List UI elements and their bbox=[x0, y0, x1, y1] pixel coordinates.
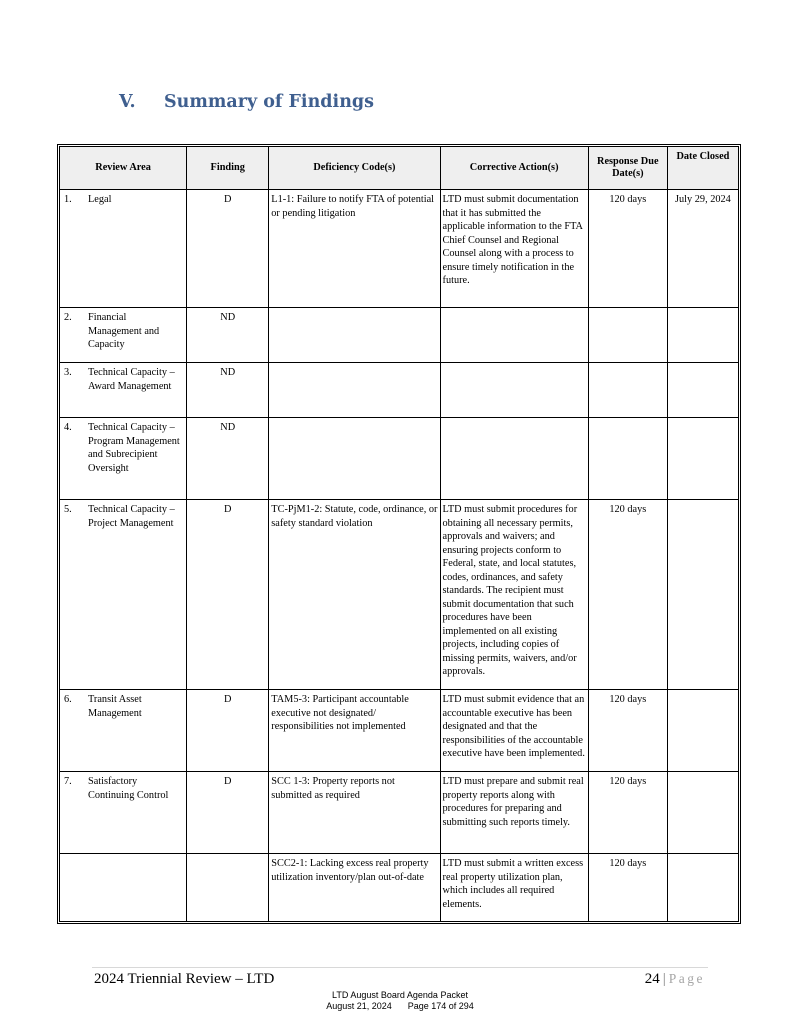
packet-stamp bbox=[0, 990, 800, 1012]
deficiency-code-cell: TAM5-3: Participant accountable executive not designated/ responsibilities not implemented bbox=[269, 690, 440, 772]
corrective-action-cell bbox=[440, 418, 588, 500]
footer-page-number: 24 bbox=[644, 971, 660, 987]
review-area: Technical Capacity – Project Management bbox=[88, 504, 175, 529]
table-row bbox=[60, 500, 739, 690]
deficiency-code-cell: L1-1: Failure to notify FTA of potential or pending litigation bbox=[269, 190, 440, 308]
row-number: 2. bbox=[64, 312, 72, 323]
review-area-cell bbox=[60, 854, 187, 922]
packet-page: Page 174 of 294 bbox=[407, 1001, 474, 1011]
header-corrective-actions: Corrective Action(s) bbox=[440, 147, 588, 190]
packet-meta bbox=[0, 1001, 800, 1012]
review-area: Financial Management and Capacity bbox=[88, 312, 160, 350]
review-area-cell bbox=[60, 190, 187, 308]
table-row bbox=[60, 772, 739, 854]
review-area-cell bbox=[60, 690, 187, 772]
table-row bbox=[60, 190, 739, 308]
finding-cell: ND bbox=[187, 363, 269, 418]
header-response-due: Response Due Date(s) bbox=[588, 147, 667, 190]
review-area-cell bbox=[60, 363, 187, 418]
finding-cell: D bbox=[187, 500, 269, 690]
table-row bbox=[60, 854, 739, 922]
deficiency-code-cell: TC-PjM1-2: Statute, code, ordinance, or safety standard violation bbox=[269, 500, 440, 690]
section-heading bbox=[119, 92, 374, 112]
date-closed-cell: July 29, 2024 bbox=[667, 190, 738, 308]
corrective-action-cell: LTD must submit a written excess real property utilization plan, which includes all required elements. bbox=[440, 854, 588, 922]
findings-table bbox=[59, 146, 739, 922]
response-due-cell bbox=[588, 418, 667, 500]
response-due-cell: 120 days bbox=[588, 854, 667, 922]
deficiency-code-cell bbox=[269, 363, 440, 418]
table-row bbox=[60, 308, 739, 363]
deficiency-code-cell: SCC 1-3: Property reports not submitted as required bbox=[269, 772, 440, 854]
row-number: 4. bbox=[64, 422, 72, 433]
row-number: 6. bbox=[64, 694, 72, 705]
date-closed-cell bbox=[667, 500, 738, 690]
response-due-cell bbox=[588, 363, 667, 418]
header-deficiency-codes: Deficiency Code(s) bbox=[269, 147, 440, 190]
response-due-cell: 120 days bbox=[588, 500, 667, 690]
date-closed-cell bbox=[667, 363, 738, 418]
finding-cell: D bbox=[187, 690, 269, 772]
table-row bbox=[60, 690, 739, 772]
corrective-action-cell: LTD must submit procedures for obtaining all necessary permits, approvals and waivers; and ensuring projects conform to Federal, state, and local statutes, codes, ordinances, and safety standards. The recipient must submit documentation that such procedures have been implemented on all existing projects, including copies of missing permits, waivers, and/or approvals. bbox=[440, 500, 588, 690]
row-number: 5. bbox=[64, 504, 72, 515]
findings-table-frame bbox=[57, 144, 741, 924]
review-area-cell bbox=[60, 418, 187, 500]
table-row bbox=[60, 418, 739, 500]
packet-title: LTD August Board Agenda Packet bbox=[332, 990, 468, 1000]
deficiency-code-cell bbox=[269, 418, 440, 500]
section-number: V. bbox=[119, 92, 136, 112]
corrective-action-cell: LTD must submit evidence that an accountable executive has been designated and that the responsibilities of the accountable executive have been implemented. bbox=[440, 690, 588, 772]
corrective-action-cell bbox=[440, 308, 588, 363]
footer-document-title: 2024 Triennial Review – LTD bbox=[94, 971, 275, 987]
packet-date: August 21, 2024 bbox=[326, 1001, 392, 1011]
corrective-action-cell: LTD must submit documentation that it has submitted the applicable information to the FTA Chief Counsel and Regional Counsel along with a process to ensure timely notification in the future. bbox=[440, 190, 588, 308]
finding-cell bbox=[187, 854, 269, 922]
date-closed-cell bbox=[667, 772, 738, 854]
response-due-cell: 120 days bbox=[588, 772, 667, 854]
review-area: Transit Asset Management bbox=[88, 694, 142, 719]
footer-separator: | bbox=[662, 971, 666, 987]
row-number: 7. bbox=[64, 776, 72, 787]
table-header-row bbox=[60, 147, 739, 190]
review-area: Technical Capacity – Program Management and Subrecipient Oversight bbox=[88, 422, 180, 474]
review-area-cell bbox=[60, 500, 187, 690]
review-area: Legal bbox=[88, 194, 112, 205]
review-area: Satisfactory Continuing Control bbox=[88, 776, 169, 801]
date-closed-cell bbox=[667, 854, 738, 922]
date-closed-cell bbox=[667, 308, 738, 363]
header-finding: Finding bbox=[187, 147, 269, 190]
response-due-cell bbox=[588, 308, 667, 363]
footer-page-word: Page bbox=[668, 971, 705, 986]
response-due-cell: 120 days bbox=[588, 690, 667, 772]
deficiency-code-cell: SCC2-1: Lacking excess real property utilization inventory/plan out-of-date bbox=[269, 854, 440, 922]
corrective-action-cell: LTD must prepare and submit real property reports along with procedures for preparing and submitting such reports timely. bbox=[440, 772, 588, 854]
finding-cell: ND bbox=[187, 418, 269, 500]
response-due-cell: 120 days bbox=[588, 190, 667, 308]
corrective-action-cell bbox=[440, 363, 588, 418]
header-review-area: Review Area bbox=[60, 147, 187, 190]
finding-cell: ND bbox=[187, 308, 269, 363]
footer-page-indicator bbox=[645, 971, 705, 988]
table-row bbox=[60, 363, 739, 418]
row-number: 3. bbox=[64, 367, 72, 378]
date-closed-cell bbox=[667, 418, 738, 500]
footer-divider bbox=[92, 967, 708, 968]
review-area-cell bbox=[60, 772, 187, 854]
section-title: Summary of Findings bbox=[164, 92, 374, 112]
header-date-closed: Date Closed bbox=[667, 147, 738, 190]
deficiency-code-cell bbox=[269, 308, 440, 363]
review-area: Technical Capacity – Award Management bbox=[88, 367, 175, 392]
review-area-cell bbox=[60, 308, 187, 363]
date-closed-cell bbox=[667, 690, 738, 772]
finding-cell: D bbox=[187, 772, 269, 854]
finding-cell: D bbox=[187, 190, 269, 308]
row-number: 1. bbox=[64, 194, 72, 205]
